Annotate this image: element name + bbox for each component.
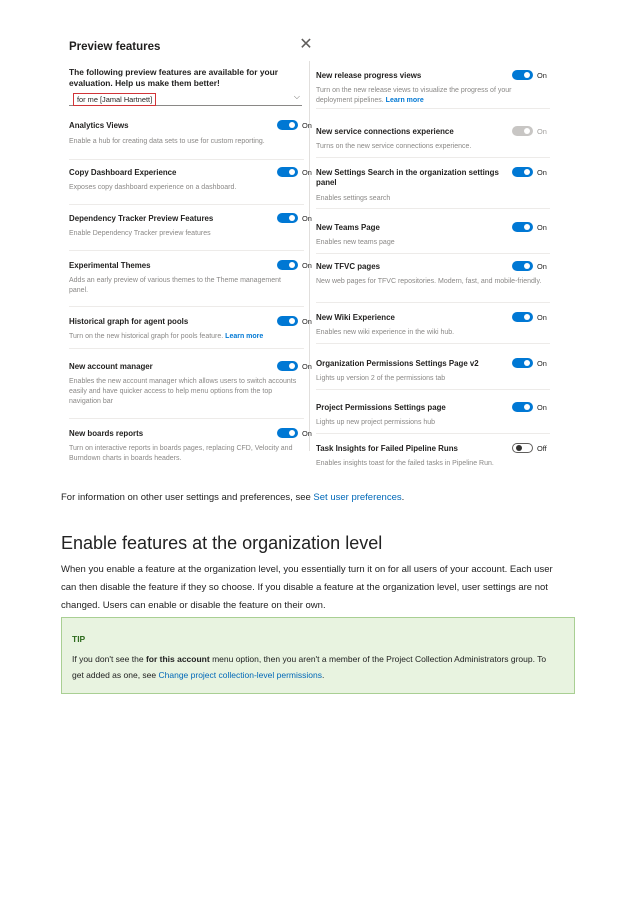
feature-row-task-insights-for-failed-pipeline-runs: [316, 444, 550, 473]
feature-description-text: Enable Dependency Tracker preview features: [69, 230, 211, 237]
feature-toggle[interactable]: [512, 402, 533, 412]
learn-more-link[interactable]: Learn more: [225, 333, 264, 340]
info-prefix: For information on other user settings and preferences, see: [61, 492, 314, 503]
section-heading: Enable features at the organization level: [61, 533, 383, 553]
feature-toggle[interactable]: [512, 358, 533, 368]
toggle-state: On: [302, 261, 312, 270]
feature-toggle[interactable]: [512, 261, 533, 271]
toggle-knob: [289, 169, 295, 175]
column-divider: [309, 61, 310, 451]
feature-description: [69, 332, 300, 342]
feature-name: Task Insights for Failed Pipeline Runs: [316, 444, 458, 453]
feature-name: Project Permissions Settings page: [316, 403, 446, 412]
feature-toggle[interactable]: [277, 260, 298, 270]
feature-separator: [316, 343, 550, 344]
feature-description-text: Lights up version 2 of the permissions tab: [316, 375, 446, 382]
feature-name: New Wiki Experience: [316, 313, 395, 322]
chevron-down-icon[interactable]: ⌵: [293, 92, 300, 101]
tip-bold: for this account: [145, 654, 210, 664]
feature-row-new-tfvc-pages: [316, 262, 550, 306]
feature-toggle[interactable]: [512, 167, 533, 177]
preview-features-panel: [60, 33, 555, 473]
feature-toggle[interactable]: [277, 316, 298, 326]
scope-dropdown[interactable]: [69, 92, 302, 106]
toggle-knob: [524, 224, 530, 230]
feature-separator: [69, 348, 304, 349]
toggle-knob: [289, 318, 295, 324]
tip-text-1: If you don't see the: [72, 654, 146, 664]
feature-name: Dependency Tracker Preview Features: [69, 214, 214, 223]
toggle-state: On: [302, 429, 312, 438]
feature-name: Historical graph for agent pools: [69, 317, 189, 326]
feature-toggle[interactable]: [277, 213, 298, 223]
toggle-knob: [516, 445, 522, 451]
feature-toggle[interactable]: [277, 361, 298, 371]
feature-description-text: Turn on the new release views to visualize the progress of your deployment pipelines.: [316, 87, 512, 104]
feature-description-text: Turns on the new service connections experience.: [316, 143, 472, 150]
toggle-state: On: [302, 362, 312, 371]
feature-separator: [316, 433, 550, 434]
feature-toggle[interactable]: [277, 167, 298, 177]
panel-intro: The following preview features are available for your evaluation. Help us make them better!: [69, 67, 278, 88]
feature-description: [316, 142, 546, 152]
feature-description: [69, 229, 300, 239]
panel-title: Preview features: [69, 41, 161, 53]
feature-description-text: Enables insights toast for the failed tasks in Pipeline Run.: [316, 460, 494, 467]
feature-row-new-account-manager: [69, 362, 312, 422]
tip-text-3: .: [321, 670, 325, 680]
toggle-knob: [289, 430, 295, 436]
feature-description: [316, 374, 546, 384]
toggle-state: On: [537, 223, 547, 232]
tip-text-2: menu option, then you aren't a member of the Project Collection Administrators group. To get added as one, see: [72, 654, 547, 680]
toggle-state: On: [302, 317, 312, 326]
tip-box: [61, 617, 575, 694]
feature-separator: [69, 306, 304, 307]
scope-value: for me [Jamal Hartnett]: [73, 93, 156, 106]
feature-row-project-permissions-settings-page: [316, 403, 550, 437]
feature-description: [316, 328, 546, 338]
feature-row-new-wiki-experience: [316, 313, 550, 347]
feature-toggle[interactable]: [512, 443, 533, 453]
toggle-knob: [289, 262, 295, 268]
feature-description: [316, 277, 546, 287]
close-icon[interactable]: ✕: [299, 36, 313, 53]
feature-toggle[interactable]: [512, 312, 533, 322]
toggle-state: On: [537, 71, 547, 80]
feature-row-new-service-connections-experience: [316, 127, 550, 161]
toggle-state: On: [302, 168, 312, 177]
feature-name: New release progress views: [316, 71, 422, 80]
feature-separator: [69, 159, 304, 160]
toggle-knob: [289, 215, 295, 221]
feature-toggle[interactable]: [512, 70, 533, 80]
feature-description-text: Adds an early preview of various themes to the Theme management panel.: [69, 277, 281, 294]
feature-description: [69, 137, 300, 147]
feature-description: [316, 418, 546, 428]
tip-label: TIP: [72, 634, 86, 644]
toggle-state: On: [537, 168, 547, 177]
feature-row-analytics-views: [69, 121, 312, 163]
toggle-knob: [524, 404, 530, 410]
toggle-knob: [524, 263, 530, 269]
toggle-state: On: [537, 127, 547, 136]
feature-row-new-release-progress-views: [316, 71, 550, 112]
toggle-knob: [524, 169, 530, 175]
feature-row-new-settings-search-in-the-organization-settings-panel: [316, 168, 550, 212]
feature-name: Analytics Views: [69, 121, 129, 130]
info-suffix: .: [401, 492, 405, 503]
set-user-preferences-link[interactable]: Set user preferences: [313, 492, 402, 503]
feature-description: [69, 377, 300, 407]
feature-name: New account manager: [69, 362, 153, 371]
feature-name: New TFVC pages: [316, 262, 381, 271]
feature-description: [316, 86, 546, 106]
toggle-state: On: [302, 214, 312, 223]
toggle-state: Off: [537, 444, 547, 453]
toggle-state: On: [537, 313, 547, 322]
toggle-state: On: [302, 121, 312, 130]
permissions-link[interactable]: Change project collection-level permissions: [158, 670, 322, 680]
feature-separator: [316, 157, 550, 158]
feature-description-text: New web pages for TFVC repositories. Modern, fast, and mobile-friendly.: [316, 278, 542, 285]
feature-separator: [316, 302, 550, 303]
feature-separator: [316, 208, 550, 209]
feature-description-text: Enables the new account manager which allows users to switch accounts easily and have quicker access to help menu options from the top navigation bar: [69, 378, 297, 405]
feature-description: [316, 194, 546, 204]
feature-name: Experimental Themes: [69, 261, 151, 270]
feature-name: Copy Dashboard Experience: [69, 168, 177, 177]
feature-description-text: Enables settings search: [316, 195, 391, 202]
feature-separator: [316, 389, 550, 390]
feature-row-dependency-tracker-preview-features: [69, 214, 312, 254]
feature-name: New boards reports: [69, 429, 144, 438]
toggle-state: On: [537, 403, 547, 412]
feature-separator: [69, 418, 304, 419]
feature-description-text: Lights up new project permissions hub: [316, 419, 436, 426]
feature-toggle[interactable]: [512, 222, 533, 232]
feature-row-experimental-themes: [69, 261, 312, 310]
feature-row-copy-dashboard-experience: [69, 168, 312, 208]
feature-description: [69, 444, 300, 464]
toggle-knob: [524, 360, 530, 366]
feature-row-new-boards-reports: [69, 429, 312, 462]
feature-description: [316, 238, 546, 248]
feature-separator: [316, 108, 550, 109]
feature-description-text: Enable a hub for creating data sets to use for custom reporting.: [69, 138, 265, 145]
feature-description-text: Exposes copy dashboard experience on a dashboard.: [69, 184, 237, 191]
section-paragraph: When you enable a feature at the organization level, you essentially turn it on for all users of your account. Each user can then disable the feature if they so choose. If you disable a feature at the organization level, user settings are not changed. Users can enable or disable the feature on their own.: [61, 564, 553, 611]
toggle-knob: [524, 72, 530, 78]
toggle-state: On: [537, 359, 547, 368]
feature-description-text: Turn on interactive reports in boards pages, replacing CFD, Velocity and Burndown charts in boards headers.: [69, 445, 293, 462]
feature-description-text: Enables new teams page: [316, 239, 395, 246]
feature-description-text: Enables new wiki experience in the wiki hub.: [316, 329, 455, 336]
feature-toggle[interactable]: [277, 120, 298, 130]
feature-toggle[interactable]: [512, 126, 533, 136]
feature-separator: [316, 253, 550, 254]
feature-description: [316, 459, 546, 469]
feature-name: New Teams Page: [316, 223, 380, 232]
feature-description-text: Turn on the new historical graph for pools feature.: [69, 333, 224, 340]
feature-name: New Settings Search in the organization settings panel: [316, 168, 499, 187]
toggle-knob: [289, 122, 295, 128]
learn-more-link[interactable]: Learn more: [385, 97, 424, 104]
toggle-knob: [524, 128, 530, 134]
feature-name: New service connections experience: [316, 127, 454, 136]
feature-description: [69, 183, 300, 193]
feature-row-organization-permissions-settings-page-v2: [316, 359, 550, 393]
toggle-state: On: [537, 262, 547, 271]
toggle-knob: [289, 363, 295, 369]
info-line: [61, 492, 404, 503]
tip-text: [72, 651, 552, 683]
feature-row-new-teams-page: [316, 223, 550, 257]
feature-toggle[interactable]: [277, 428, 298, 438]
feature-row-historical-graph-for-agent-pools: [69, 317, 312, 352]
toggle-knob: [524, 314, 530, 320]
feature-name: Organization Permissions Settings Page v2: [316, 359, 479, 368]
feature-separator: [69, 250, 304, 251]
feature-description: [69, 276, 300, 296]
feature-separator: [69, 204, 304, 205]
